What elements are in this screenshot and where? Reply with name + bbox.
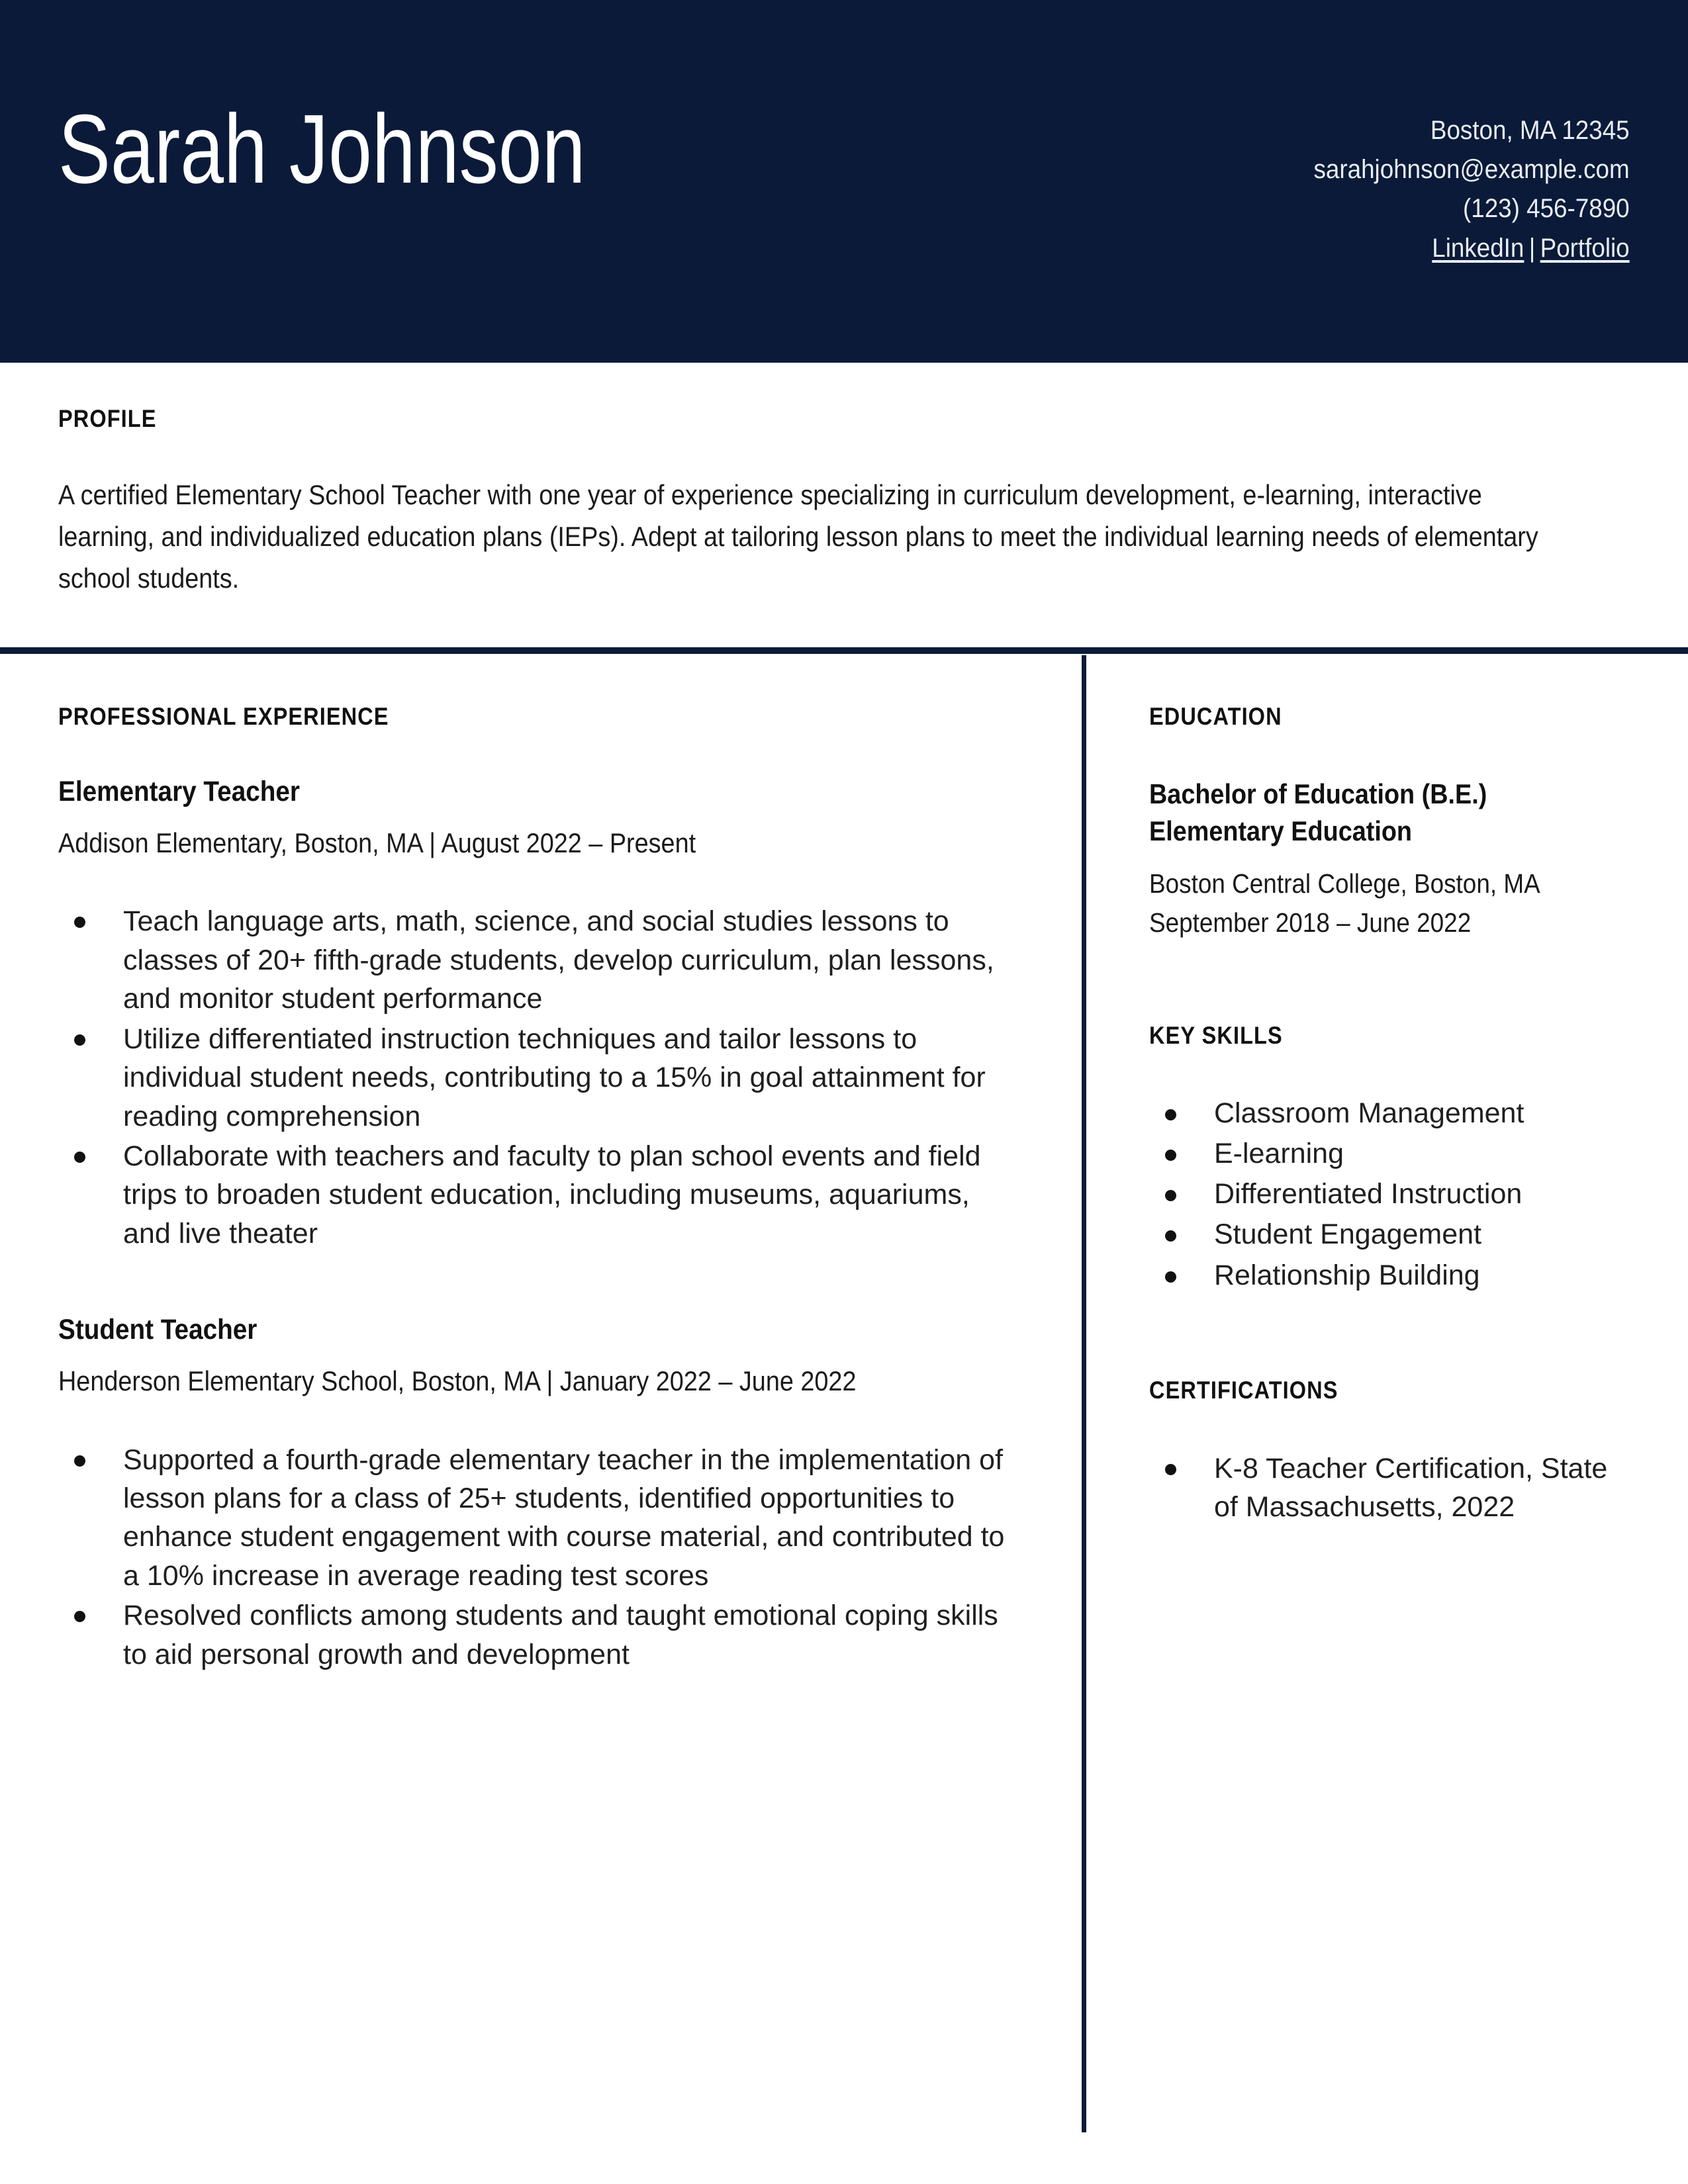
contact-phone: (123) 456-7890: [1463, 194, 1630, 224]
list-item: Relationship Building: [1149, 1257, 1632, 1295]
key-skills-heading: KEY SKILLS: [1149, 1021, 1283, 1049]
resume-header-banner: [0, 0, 1688, 363]
contact-links: [1314, 229, 1630, 268]
list-item: E-learning: [1149, 1135, 1632, 1173]
job-meta: Henderson Elementary School, Boston, MA | January 2022 – June 2022: [58, 1365, 857, 1397]
linkedin-link[interactable]: LinkedIn: [1432, 233, 1524, 263]
job-bullet: Collaborate with teachers and faculty to plan school events and field trips to broaden student education, including museums, aquariums, and live theater: [58, 1137, 1005, 1253]
job-title: Student Teacher: [58, 1314, 258, 1346]
education-degree-line-1: Bachelor of Education (B.E.): [1149, 778, 1487, 809]
job-bullet: Utilize differentiated instruction techniques and tailor lessons to individual student needs, contributing to a 15% in goal attainment for reading comprehension: [58, 1020, 1005, 1136]
list-item: Differentiated Instruction: [1149, 1175, 1632, 1213]
page-title: Sarah Johnson: [58, 95, 586, 204]
right-column: [1149, 703, 1632, 1528]
education-dates: September 2018 – June 2022: [1149, 907, 1472, 938]
certifications-list: [1149, 1449, 1632, 1527]
list-item: Classroom Management: [1149, 1095, 1632, 1132]
header-divider-rule: [0, 647, 1688, 654]
left-column: [58, 703, 1005, 1675]
job-bullet: Teach language arts, math, science, and social studies lessons to classes of 20+ fifth-grade students, develop curriculum, plan lessons, and monitor student performance: [58, 902, 1005, 1018]
experience-entry: [58, 776, 1005, 1253]
list-item: K-8 Teacher Certification, State of Massachusetts, 2022: [1149, 1449, 1632, 1527]
certifications-heading: CERTIFICATIONS: [1149, 1376, 1338, 1404]
job-meta: Addison Elementary, Boston, MA | August 2022 – Present: [58, 827, 696, 858]
education-school: Boston Central College, Boston, MA: [1149, 868, 1540, 899]
job-bullet: Supported a fourth-grade elementary teacher in the implementation of lesson plans for a class of 25+ students, identified opportunities to enhance student engagement with course material, and contributed to a 10% increase in average reading test scores: [58, 1441, 1005, 1596]
job-bullet: Resolved conflicts among students and taught emotional coping skills to aid personal growth and development: [58, 1596, 1005, 1674]
list-item: Student Engagement: [1149, 1216, 1632, 1253]
education-entry: [1149, 776, 1632, 942]
contact-email[interactable]: sarahjohnson@example.com: [1313, 155, 1630, 185]
profile-summary-text: A certified Elementary School Teacher with one year of experience specializing in curriculum development, e-learning, interactive learning, and individualized education plans (IEPs). Adept at tailoring lesson plans to meet the individual learning needs of elementary school students.: [58, 479, 1538, 594]
education-degree-line-2: Elementary Education: [1149, 815, 1413, 846]
key-skills-list: [1149, 1095, 1632, 1295]
link-separator: |: [1529, 233, 1536, 263]
contact-block: [1314, 111, 1630, 268]
profile-heading: PROFILE: [58, 405, 157, 432]
contact-location: Boston, MA 12345: [1430, 116, 1630, 145]
portfolio-link[interactable]: Portfolio: [1540, 233, 1630, 263]
job-bullet-list: [58, 1441, 1005, 1674]
experience-heading: PROFESSIONAL EXPERIENCE: [58, 703, 389, 730]
job-bullet-list: [58, 902, 1005, 1253]
job-title: Elementary Teacher: [58, 776, 300, 807]
profile-section: [58, 405, 1601, 599]
column-divider-rule: [1082, 655, 1086, 2132]
education-heading: EDUCATION: [1149, 703, 1282, 730]
experience-entry: [58, 1314, 1005, 1674]
